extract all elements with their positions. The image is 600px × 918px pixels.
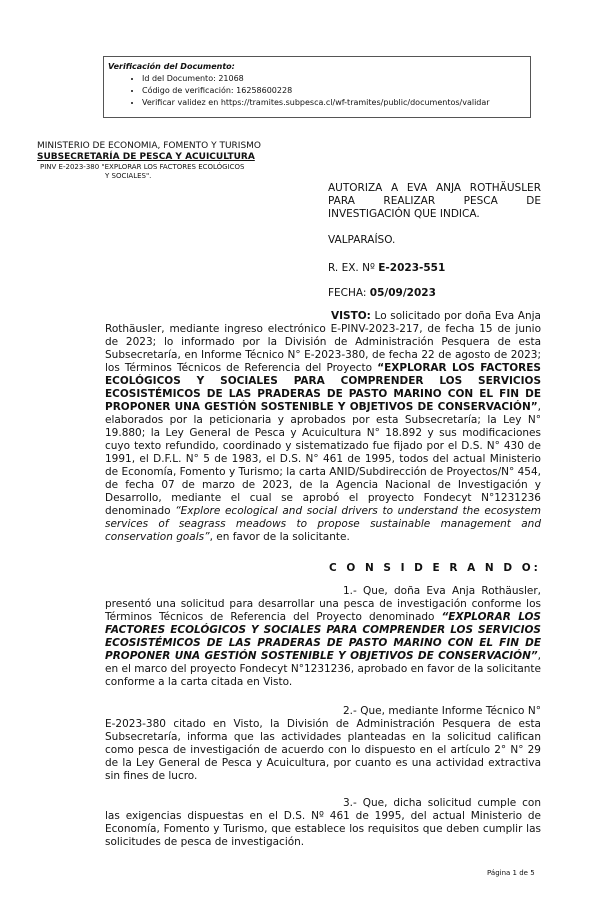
visto-text-2: , elaborados por la peticionaria y aprobados por esta Subsecretaría; la Ley N° 19.880; la Ley General de Pesca y Acuicultura N° 18.892 y sus modificaciones cuyo texto refundido, coordinado y sistematizado fue fijado por el D.S. N° 430 de 1991, el D.F.L. N° 5 de 1983, el D.S. N° 461 de 1995, todos del actual Ministerio de Economía, Fomento y Turismo; la carta ANID/Subdirección de Proyectos/N° 454, de fecha 07 de marzo de 2023, de la Agencia Nacional de Investigación y Desarrollo, mediante el cual se aprobó el proyecto Fondecyt N°1231236 denominado xyxy=(105,401,541,517)
c2-lead: 2.- Que, mediante Informe Técnico N° xyxy=(343,705,541,717)
subsecretaria-name: SUBSECRETARÍA DE PESCA Y ACUICULTURA xyxy=(37,152,255,162)
rex-label: R. EX. Nº xyxy=(328,262,379,274)
c1-project-title: “EXPLORAR LOS FACTORES ECOLÓGICOS Y SOCIALES PARA COMPRENDER LOS SERVICIOS ECOSISTÉMICOS DE LAS PRADERAS DE PASTO MARINO CON EL FIN DE PROPONER UNA GESTIÓN SOSTENIBLE Y OBJETIVOS DE CONSERVACIÓN” xyxy=(105,611,541,662)
visto-paragraph xyxy=(105,310,541,544)
verification-title: Verificación del Documento: xyxy=(108,62,235,71)
visto-text-3: , en favor de la solicitante. xyxy=(209,531,350,543)
c3-text: exigencias dispuestas en el D.S. Nº 461 de 1995, del actual Ministerio de Economía, Fomento y Turismo, que establece los requisitos que deben cumplir las solicitudes de pesca de investigación. xyxy=(105,810,541,848)
considerando-2 xyxy=(105,705,541,783)
fecha-label: FECHA: xyxy=(328,287,370,299)
fecha-value: 05/09/2023 xyxy=(369,287,436,299)
resolution-number xyxy=(328,262,541,275)
c1-text-a: presentó una solicitud para desarrollar una pesca de investigación conforme los Términos Técnicos de Referencia del Proyecto denominado xyxy=(105,598,541,623)
c1-text-b: , en el marco del proyecto Fondecyt N°1231236, aprobado en favor de la solicitante conforme a la carta citada en Visto. xyxy=(105,650,541,688)
page-number: Página 1 de 5 xyxy=(487,869,535,877)
visto-label: VISTO: xyxy=(331,310,371,322)
verification-list xyxy=(108,73,526,109)
verification-box xyxy=(103,56,531,118)
considerando-heading: C O N S I D E R A N D O: xyxy=(329,562,541,574)
visto-text-1: Lo solicitado por doña Eva Anja Rothäusler, mediante ingreso electrónico E-PINV-2023-217, de fecha 15 de junio de 2023; lo informado por la División de Administración Pesquera de esta Subsecretaría, en Informe Técnico N° E-2023-380, de fecha 22 de agosto de 2023; los Términos Técnicos de Referencia del Proyecto xyxy=(105,310,541,374)
considerando-1 xyxy=(105,585,541,689)
project-english-title: “Explore ecological and social drivers to understand the ecosystem services of seagrass meadows to propose sustainable management and conservation goals” xyxy=(105,505,541,543)
verification-id: • Id del Documento: 21068 xyxy=(142,73,526,85)
verification-url[interactable]: • Verificar validez en https://tramites.subpesca.cl/wf-tramites/public/documentos/validar xyxy=(142,97,526,109)
c3-lead: 3.- Que, dicha solicitud cumple con las xyxy=(105,797,541,822)
ministry-header xyxy=(37,141,270,181)
c1-lead: 1.- Que, doña Eva Anja Rothäusler, xyxy=(343,585,541,597)
project-title: “EXPLORAR LOS FACTORES ECOLÓGICOS Y SOCIALES PARA COMPRENDER LOS SERVICIOS ECOSISTÉMICOS DE LAS PRADERAS DE PASTO MARINO CON EL FIN DE PROPONER UNA GESTIÓN SOSTENIBLE Y OBJETIVOS DE CONSERVACIÓN” xyxy=(105,362,541,413)
c2-text: E-2023-380 citado en Visto, la División de Administración Pesquera de esta Subsecretaría, informa que las actividades planteadas en la solicitud califican como pesca de investigación de acuerdo con lo dispuesto en el artículo 2° N° 29 de la Ley General de Pesca y Acuicultura, por cuanto es una actividad extractiva sin fines de lucro. xyxy=(105,718,541,782)
resolution-city: VALPARAÍSO. xyxy=(328,234,396,246)
pinv-reference-cont: Y SOCIALES". xyxy=(105,172,152,180)
verification-code: • Código de verificación: 16258600228 xyxy=(142,85,526,97)
ministry-name: MINISTERIO DE ECONOMIA, FOMENTO Y TURISMO xyxy=(37,141,262,151)
considerando-3 xyxy=(105,797,541,849)
rex-number: E-2023-551 xyxy=(378,262,446,274)
resolution-date xyxy=(328,287,541,300)
pinv-reference: PINV E-2023-380 "EXPLORAR LOS FACTORES ECOLÓGICOS xyxy=(40,163,245,171)
resolution-summary: AUTORIZA A EVA ANJA ROTHÄUSLER PARA REALIZAR PESCA DE INVESTIGACIÓN QUE INDICA. xyxy=(328,182,541,220)
